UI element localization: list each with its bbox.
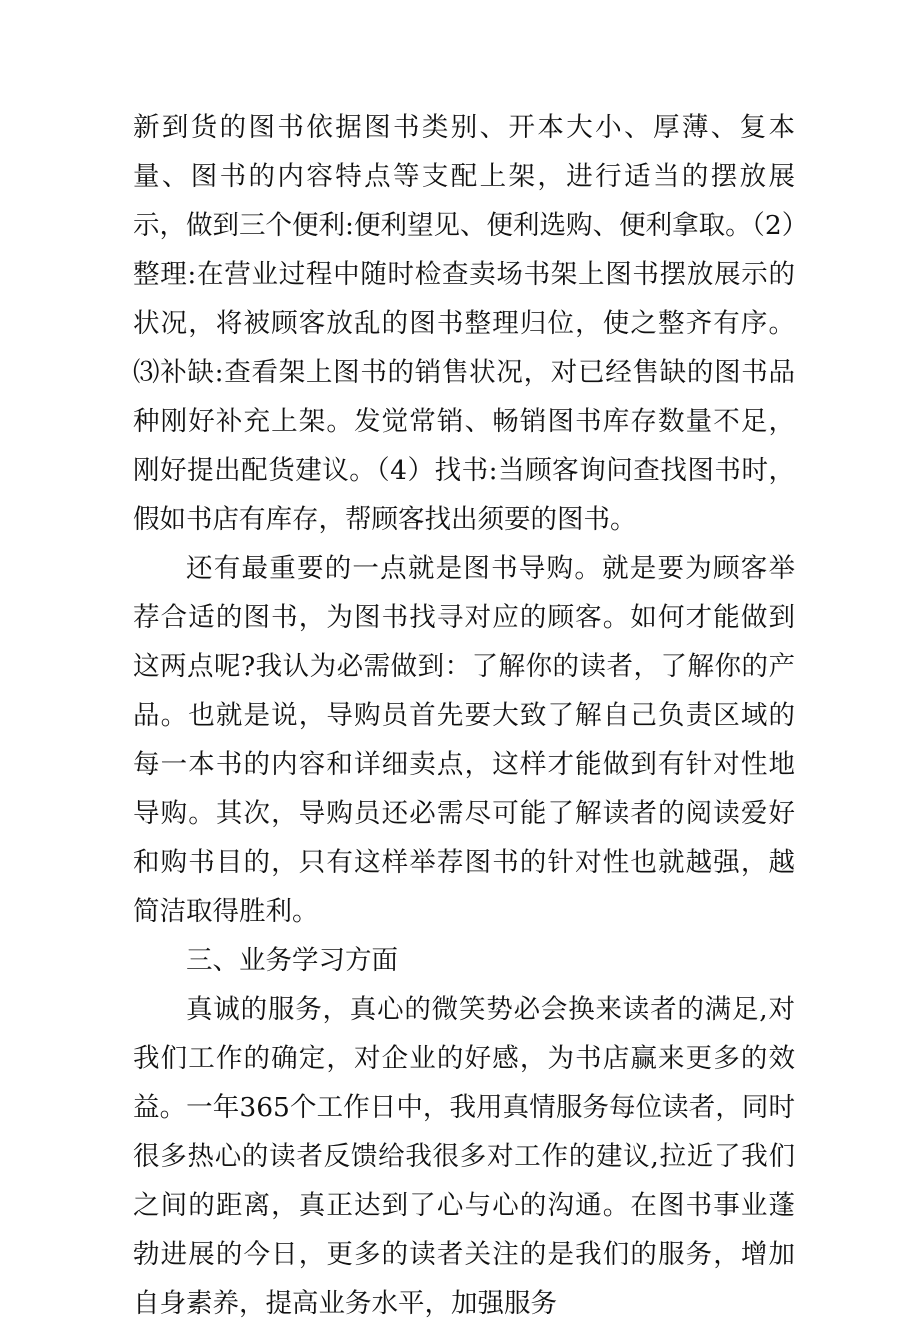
document-body: [133, 103, 795, 1328]
paragraph-sincere-service: 真诚的服务，真心的微笑势必会换来读者的满足,对我们工作的确定，对企业的好感，为书店赢来更多的效益。一年365个工作日中，我用真情服务每位读者，同时很多热心的读者反馈给我很多对工作的建议,拉近了我们之间的距离，真正达到了心与心的沟通。在图书事业蓬勃进展的今日，更多的读者关注的是我们的服务，增加自身素养，提高业务水平，加强服务: [133, 994, 795, 1319]
section-heading-business-study: 三、业务学习方面: [186, 945, 398, 976]
paragraph-book-guidance: 还有最重要的一点就是图书导购。就是要为顾客举荐合适的图书，为图书找寻对应的顾客。如何才能做到这两点呢?我认为必需做到：了解你的读者，了解你的产品。也就是说，导购员首先要大致了解自己负责区域的每一本书的内容和详细卖点，这样才能做到有针对性地导购。其次，导购员还必需尽可能了解读者的阅读爱好和购书目的，只有这样举荐图书的针对性也就越强，越简洁取得胜利。: [133, 553, 795, 927]
paragraph-shelving-tasks: 新到货的图书依据图书类别、开本大小、厚薄、复本量、图书的内容特点等支配上架，进行适当的摆放展示，做到三个便利:便利望见、便利选购、便利拿取。（2）整理:在营业过程中随时检查卖场书架上图书摆放展示的状况，将被顾客放乱的图书整理归位，使之整齐有序。⑶补缺:查看架上图书的销售状况，对已经售缺的图书品种刚好补充上架。发觉常销、畅销图书库存数量不足，刚好提出配货建议。（4）找书:当顾客询问查找图书时，假如书店有库存，帮顾客找出须要的图书。: [133, 112, 795, 535]
